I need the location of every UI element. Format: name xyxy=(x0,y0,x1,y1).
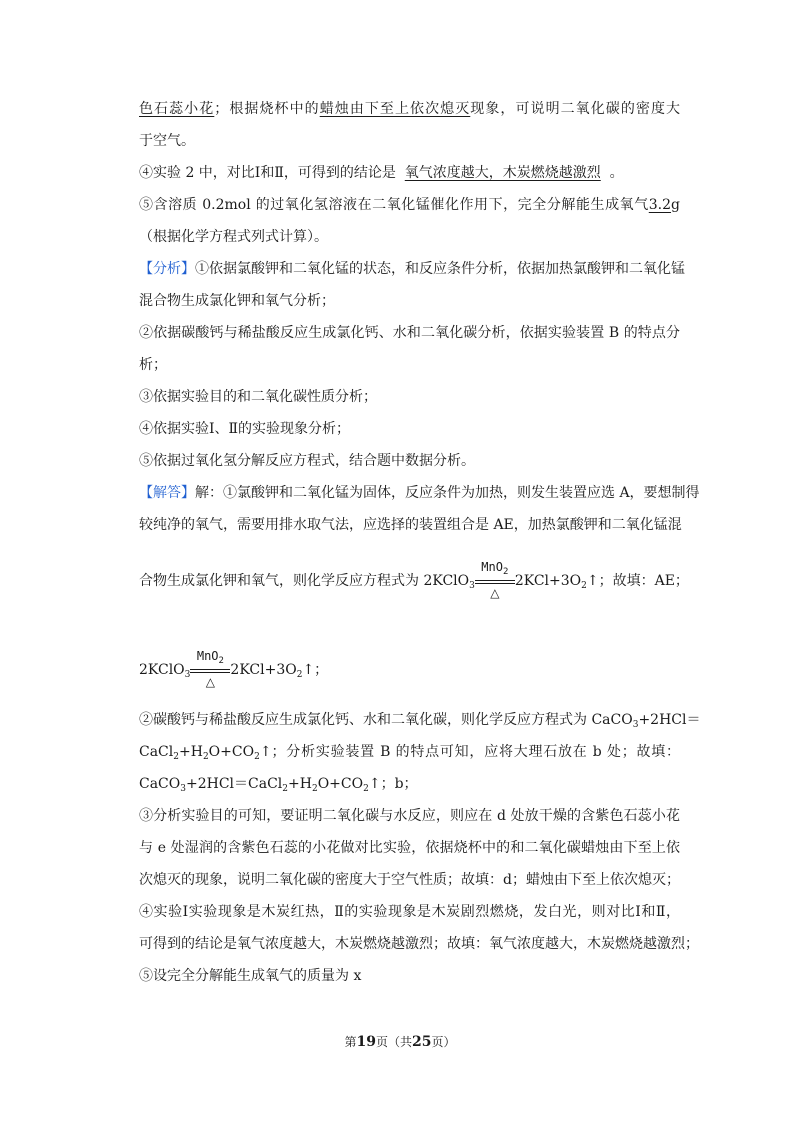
subscript: 2 xyxy=(581,581,587,591)
text-span: 2KCl+3O xyxy=(514,573,582,589)
answer-blank: 蜡烛由下至上依次熄灭 xyxy=(319,101,471,117)
subscript: 3 xyxy=(184,670,191,680)
text-line: ⑤依据过氧化氢分解反应方程式，结合题中数据分析。 xyxy=(139,453,475,469)
reaction-arrow xyxy=(190,649,230,689)
subscript: 3 xyxy=(632,720,639,730)
text-line: 可得到的结论是氧气浓度越大，木炭燃烧越激烈；故填：氧气浓度越大，木炭燃烧越激烈； xyxy=(139,936,699,952)
text-span: g xyxy=(671,197,680,213)
text-span: 2KCl+3O xyxy=(230,662,297,678)
text-span: 合物生成氯化钾和氧气，则化学反应方程式为 2KClO xyxy=(139,573,470,589)
heat-symbol: △ xyxy=(490,586,500,600)
text-line xyxy=(139,259,685,279)
catalyst-label: MnO$_2$ xyxy=(196,649,224,666)
text-line: 与 e 处湿润的含紫色石蕊的小花做对比实验，依据烧杯中的和二氧化碳蜡烛由下至上依 xyxy=(139,840,680,856)
text-line: ④依据实验Ⅰ、Ⅱ的实验现象分析； xyxy=(139,421,351,437)
text-span: ⑤含溶质 0.2mol 的过氧化氢溶液在二氧化锰催化作用下，完全分解能生成氧气 xyxy=(139,197,649,213)
equation-line xyxy=(139,560,689,600)
text-line xyxy=(139,163,680,183)
text-span: ①依据氯酸钾和二氧化锰的状态，和反应条件分析，依据加热氯酸钾和二氧化锰 xyxy=(195,261,685,277)
answer-blank: 3.2 xyxy=(648,197,672,213)
text-span: +2HCl＝ xyxy=(638,712,701,728)
text-line xyxy=(139,710,701,730)
text-line: ⑤设完全分解能生成氧气的质量为 x xyxy=(139,968,362,984)
text-line xyxy=(139,483,700,503)
analysis-tag: 【分析】 xyxy=(139,261,195,277)
text-line: 析； xyxy=(139,357,167,373)
text-span: ②碳酸钙与稀盐酸反应生成氯化钙、水和二氧化碳，则化学反应方程式为 CaCO xyxy=(139,712,633,728)
subscript: 3 xyxy=(469,581,475,591)
text-span: 2KClO xyxy=(139,662,185,678)
answer-blank: 氧气浓度越大，木炭燃烧越激烈 xyxy=(404,165,601,181)
text-line: ③分析实验目的可知，要证明二氧化碳与水反应，则应在 d 处放干燥的含紫色石蕊小花 xyxy=(139,808,680,824)
text-span: CaCl xyxy=(139,744,174,760)
heat-symbol: △ xyxy=(205,675,216,689)
text-span: CaCO xyxy=(139,776,181,792)
text-span: 。 xyxy=(609,165,624,181)
answer-tag: 【解答】 xyxy=(139,485,195,501)
text-span: ↑； xyxy=(302,662,329,678)
text-line: $CaCl_2+H_2O+CO_2↑$；分析实验装置 B 的特点可知，应将大理石放在 b 处；故填： xyxy=(139,744,680,762)
text-line: ③依据实验目的和二氧化碳性质分析； xyxy=(139,389,377,405)
subscript: 2 xyxy=(296,670,303,680)
text-line: 混合物生成氯化钾和氧气分析； xyxy=(139,293,335,309)
text-line xyxy=(139,99,680,119)
text-span: ④实验 2 中，对比Ⅰ和Ⅱ，可得到的结论是 xyxy=(139,165,396,181)
text-line: 于空气。 xyxy=(139,133,195,149)
text-span: ↑；分析实验装置 B 的特点可知，应将大理石放在 b 处；故填： xyxy=(259,744,680,760)
text-span: ↑；b； xyxy=(368,776,418,792)
reaction-arrow xyxy=(475,560,515,600)
text-line: 较纯净的氧气，需要用排水取气法，应选择的装置组合是 AE，加热氯酸钾和二氧化锰混 xyxy=(139,517,682,533)
text-line: $CaCO_3+2HCl=CaCl_2+H_2O+CO_2↑$；b； xyxy=(139,776,418,794)
text-line: （根据化学方程式列式计算）。 xyxy=(139,229,328,245)
page-footer: 第19页（共25页） xyxy=(344,1034,456,1050)
text-line: ②依据碳酸钙与稀盐酸反应生成氯化钙、水和二氧化碳分析，依据实验装置 B 的特点分 xyxy=(139,325,680,341)
page-number: 19 xyxy=(356,1034,376,1050)
text-span: 解：①氯酸钾和二氧化锰为固体，反应条件为加热，则发生装置应选 A，要想制得 xyxy=(195,485,700,501)
page-total: 25 xyxy=(412,1034,432,1050)
equation-line xyxy=(139,649,680,689)
text-span: ↑；故填：AE； xyxy=(586,573,689,589)
text-line: ④实验Ⅰ实验现象是木炭红热，Ⅱ的实验现象是木炭剧烈燃烧，发白光，则对比Ⅰ和Ⅱ， xyxy=(139,904,680,920)
text-line: 次熄灭的现象，说明二氧化碳的密度大于空气性质；故填：d；蜡烛由下至上依次熄灭； xyxy=(139,872,680,888)
text-line xyxy=(139,195,680,215)
answer-blank: 色石蕊小花 xyxy=(139,101,215,117)
text-span: ；根据烧杯中的 xyxy=(214,101,320,117)
catalyst-label: MnO$_2$ xyxy=(481,560,509,577)
text-span: 现象，可说明二氧化碳的密度大 xyxy=(470,101,681,117)
